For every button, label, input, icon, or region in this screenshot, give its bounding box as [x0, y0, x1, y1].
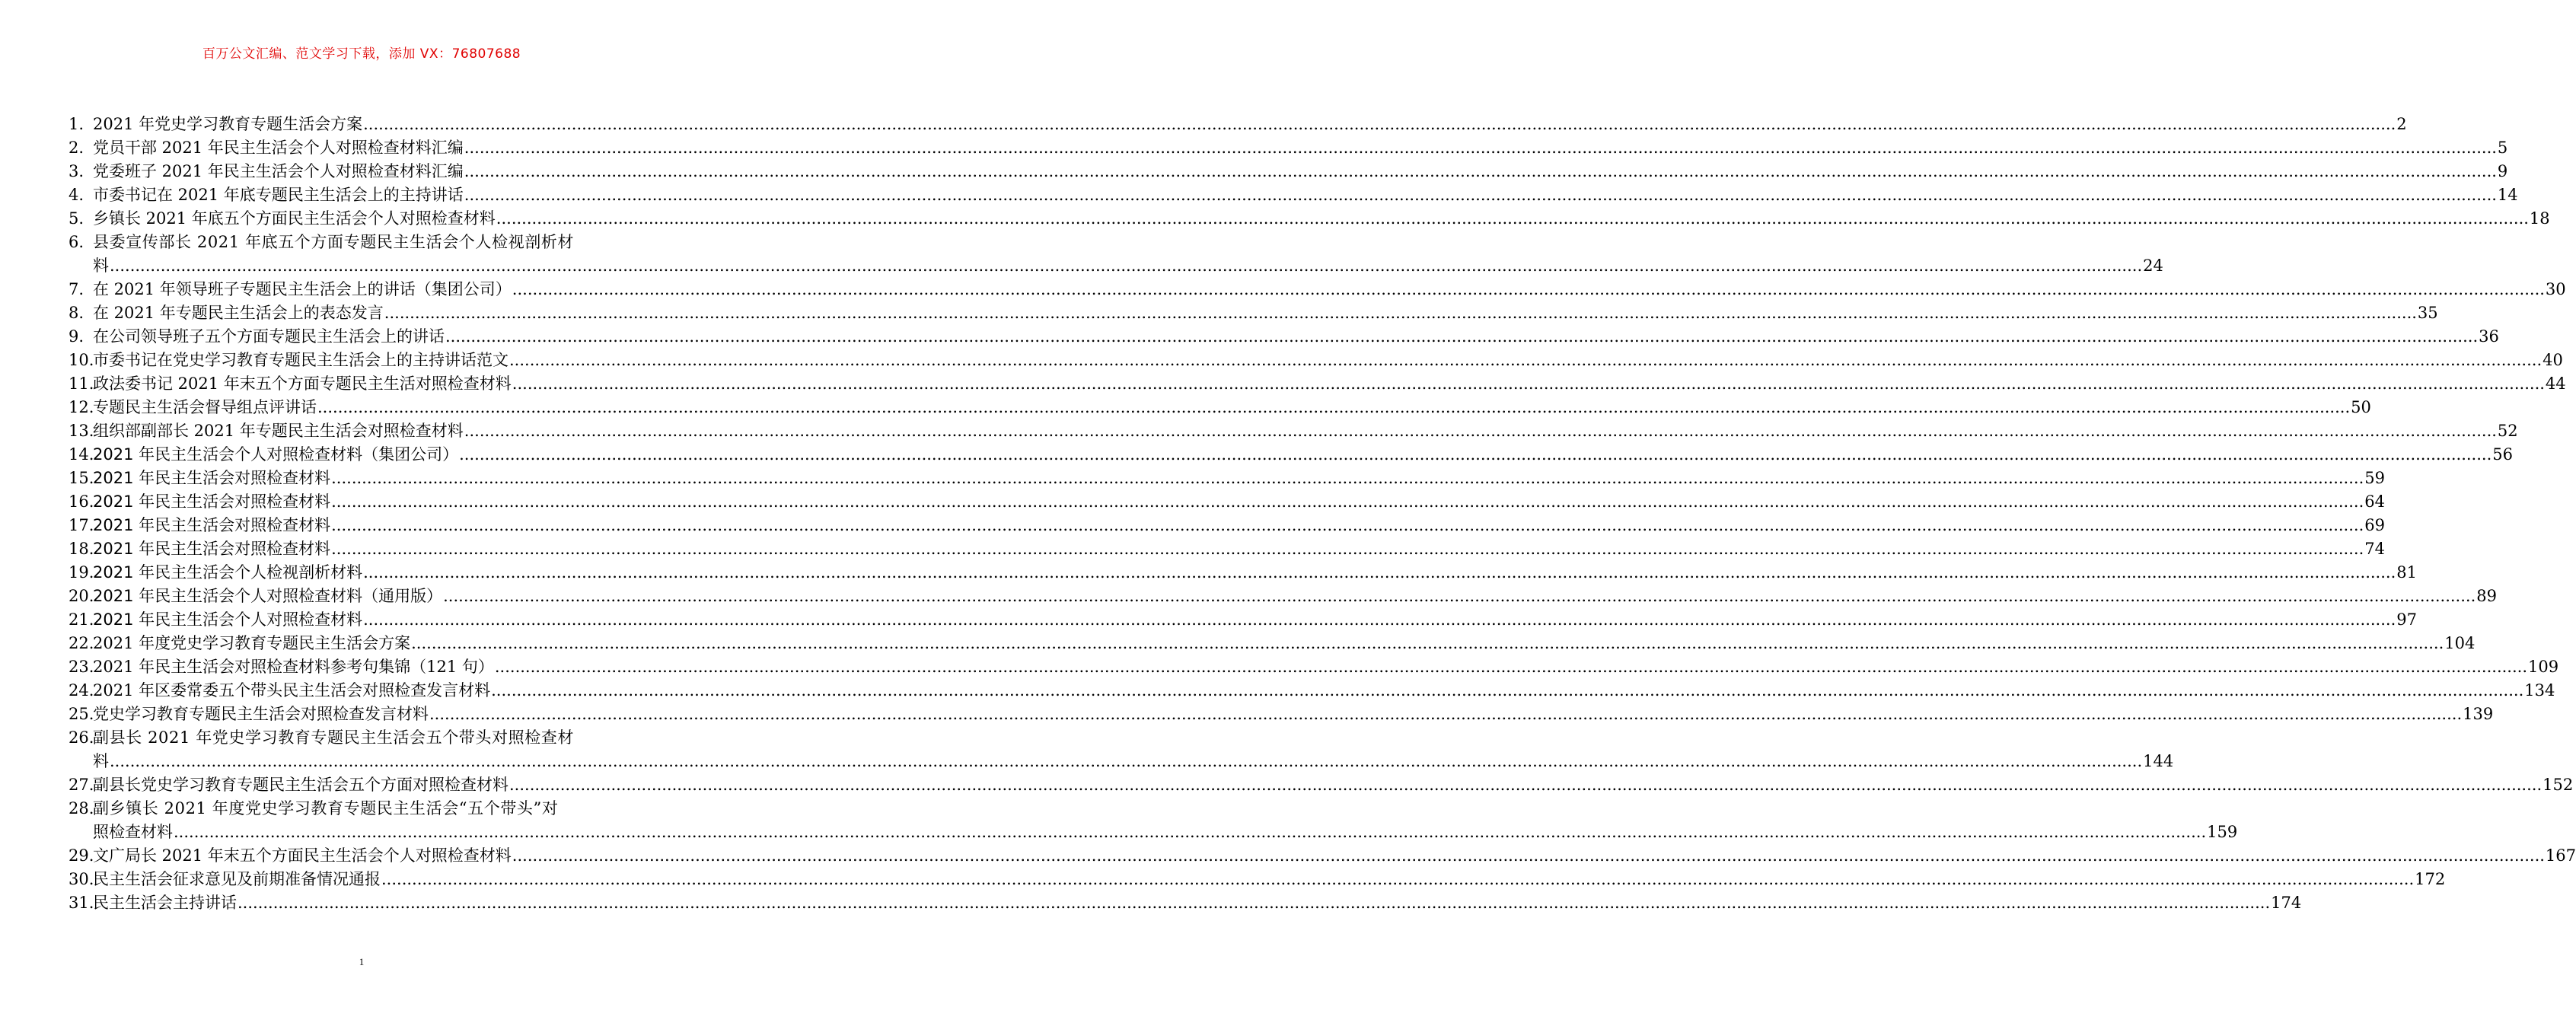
toc-entry-number: 22. [69, 634, 94, 652]
toc-entry-title: 乡镇长 2021 年底五个方面民主生活会个人对照检查材料 [93, 209, 496, 228]
dot-leader: ................................................................................................................................................................................................................................................................................................................................................................................................................ [331, 469, 2364, 487]
toc-entry-page: 172 [2415, 870, 2446, 888]
toc-entry-page: 134 [2524, 681, 2555, 700]
dot-leader: ................................................................................................................................................................................................................................................................................................................................................................................................................ [238, 894, 2271, 912]
toc-entry-page: 52 [2497, 422, 2518, 440]
toc-entry-title: 2021 年民主生活会个人对照检查材料（集团公司） [93, 445, 459, 464]
toc-entry-number: 18. [69, 540, 94, 558]
toc-entry[interactable] [69, 443, 2513, 467]
toc-entry-number: 29. [69, 846, 94, 865]
toc-entry-page: 24 [2143, 257, 2163, 275]
toc-entry-title-line1: 副县长 2021 年党史学习教育专题民主生活会五个带头对照检查材 [93, 728, 574, 747]
toc-entry-page: 64 [2364, 492, 2385, 511]
toc-entry-title: 党员干部 2021 年民主生活会个人对照检查材料汇编 [93, 139, 464, 157]
toc-entry-title: 照检查材料 [93, 823, 173, 841]
toc-entry-page: 18 [2529, 209, 2550, 228]
toc-entry-title: 2021 年民主生活会对照检查材料 [93, 469, 331, 487]
toc-entry-number: 11. [69, 374, 94, 393]
toc-entry-number: 4. [69, 186, 84, 204]
toc-entry-title: 2021 年民主生活会对照检查材料 [93, 516, 331, 534]
toc-entry[interactable] [69, 514, 2385, 537]
dot-leader: ................................................................................................................................................................................................................................................................................................................................................................................................................ [381, 870, 2415, 888]
toc-entry-title: 民主生活会主持讲话 [93, 894, 237, 912]
dot-leader: ................................................................................................................................................................................................................................................................................................................................................................................................................ [363, 115, 2396, 133]
toc-entry-title: 党委班子 2021 年民主生活会个人对照检查材料汇编 [93, 162, 464, 180]
dot-leader: ................................................................................................................................................................................................................................................................................................................................................................................................................ [363, 610, 2396, 629]
dot-leader: ................................................................................................................................................................................................................................................................................................................................................................................................................ [411, 634, 2444, 652]
toc-entry-title: 政法委书记 2021 年末五个方面专题民主生活对照检查材料 [93, 374, 512, 393]
toc-entry-page: 167 [2545, 846, 2576, 865]
toc-entry[interactable] [69, 679, 2555, 703]
dot-leader: ................................................................................................................................................................................................................................................................................................................................................................................................................ [429, 705, 2463, 723]
toc-entry-number: 5. [69, 209, 84, 228]
toc-entry-page: 152 [2543, 776, 2574, 794]
dot-leader: ................................................................................................................................................................................................................................................................................................................................................................................................................ [496, 209, 2529, 228]
toc-entry-number: 21. [69, 610, 94, 629]
toc-entry-number: 14. [69, 445, 94, 464]
dot-leader: ................................................................................................................................................................................................................................................................................................................................................................................................................ [464, 139, 2497, 157]
toc-entry[interactable] [69, 231, 2163, 278]
dot-leader: ................................................................................................................................................................................................................................................................................................................................................................................................................ [443, 587, 2476, 605]
toc-entry[interactable] [69, 608, 2417, 632]
toc-entry[interactable] [69, 773, 2574, 797]
toc-entry-title: 2021 年党史学习教育专题生活会方案 [93, 115, 363, 133]
toc-entry-number: 10. [69, 351, 94, 369]
toc-entry-title: 文广局长 2021 年末五个方面民主生活会个人对照检查材料 [93, 846, 512, 865]
toc-entry-number: 13. [69, 422, 94, 440]
toc-entry[interactable] [69, 160, 2508, 183]
toc-entry[interactable] [69, 655, 2559, 679]
dot-leader: ................................................................................................................................................................................................................................................................................................................................................................................................................ [509, 351, 2543, 369]
toc-entry[interactable] [69, 797, 2238, 844]
toc-entry-title: 民主生活会征求意见及前期准备情况通报 [93, 870, 381, 888]
toc-entry-number: 2. [69, 139, 84, 157]
toc-entry-number: 20. [69, 587, 94, 605]
dot-leader: ................................................................................................................................................................................................................................................................................................................................................................................................................ [384, 304, 2417, 322]
toc-entry-title: 2021 年区委常委五个带头民主生活会对照检查发言材料 [93, 681, 491, 700]
dot-leader: ................................................................................................................................................................................................................................................................................................................................................................................................................ [512, 846, 2545, 865]
dot-leader: ................................................................................................................................................................................................................................................................................................................................................................................................................ [331, 492, 2364, 511]
toc-entry-title: 2021 年度党史学习教育专题民主生活会方案 [93, 634, 411, 652]
toc-entry-page: 5 [2497, 139, 2508, 157]
toc-entry[interactable] [69, 419, 2518, 443]
toc-entry-number: 17. [69, 516, 94, 534]
toc-entry-number: 15. [69, 469, 94, 487]
toc-entry-page: 89 [2476, 587, 2497, 605]
toc-entry-page: 44 [2545, 374, 2566, 393]
dot-leader: ................................................................................................................................................................................................................................................................................................................................................................................................................ [464, 186, 2497, 204]
toc-entry-title-line1: 县委宣传部长 2021 年底五个方面专题民主生活会个人检视剖析材 [93, 233, 574, 251]
toc-entry-title: 市委书记在党史学习教育专题民主生活会上的主持讲话范文 [93, 351, 509, 369]
watermark-header: 百万公文汇编、范文学习下载，添加 VX：76807688 [202, 46, 521, 62]
toc-entry-page: 81 [2396, 563, 2417, 582]
dot-leader: ................................................................................................................................................................................................................................................................................................................................................................................................................ [445, 327, 2479, 346]
toc-entry[interactable] [69, 113, 2407, 136]
dot-leader: ................................................................................................................................................................................................................................................................................................................................................................................................................ [317, 398, 2351, 416]
toc-entry-number: 19. [69, 563, 94, 582]
toc-entry-page: 50 [2351, 398, 2371, 416]
toc-entry-page: 56 [2492, 445, 2513, 464]
toc-entry[interactable] [69, 844, 2576, 868]
toc-entry-page: 174 [2271, 894, 2302, 912]
toc-entry-number: 1. [69, 115, 84, 133]
toc-entry[interactable] [69, 585, 2497, 608]
toc-entry-title: 专题民主生活会督导组点评讲话 [93, 398, 317, 416]
dot-leader: ................................................................................................................................................................................................................................................................................................................................................................................................................ [491, 681, 2524, 700]
toc-entry-number: 6. [69, 233, 84, 251]
toc-entry-page: 144 [2143, 752, 2174, 770]
toc-entry-title: 在 2021 年领导班子专题民主生活会上的讲话（集团公司） [93, 280, 512, 298]
toc-entry[interactable] [69, 703, 2494, 726]
toc-entry-number: 24. [69, 681, 94, 700]
toc-entry-page: 69 [2364, 516, 2385, 534]
toc-entry-number: 16. [69, 492, 94, 511]
toc-entry-number: 8. [69, 304, 84, 322]
toc-entry-title: 料 [93, 752, 109, 770]
toc-entry-page: 36 [2479, 327, 2499, 346]
toc-entry-number: 26. [69, 728, 94, 747]
toc-entry-page: 14 [2497, 186, 2518, 204]
toc-entry-number: 25. [69, 705, 94, 723]
toc-entry-number: 3. [69, 162, 84, 180]
dot-leader: ................................................................................................................................................................................................................................................................................................................................................................................................................ [331, 516, 2364, 534]
toc-entry-title: 2021 年民主生活会个人对照检查材料 [93, 610, 363, 629]
dot-leader: ................................................................................................................................................................................................................................................................................................................................................................................................................ [494, 658, 2527, 676]
toc-entry[interactable] [69, 325, 2499, 349]
toc-entry[interactable] [69, 372, 2566, 396]
toc-entry-page: 40 [2543, 351, 2563, 369]
toc-entry[interactable] [69, 278, 2566, 301]
toc-entry-title: 副县长党史学习教育专题民主生活会五个方面对照检查材料 [93, 776, 509, 794]
dot-leader: ................................................................................................................................................................................................................................................................................................................................................................................................................ [459, 445, 2492, 464]
toc-entry-page: 59 [2364, 469, 2385, 487]
toc-entry[interactable] [69, 396, 2371, 419]
toc-entry[interactable] [69, 868, 2446, 891]
toc-entry[interactable] [69, 183, 2518, 207]
toc-entry-page: 35 [2417, 304, 2438, 322]
dot-leader: ................................................................................................................................................................................................................................................................................................................................................................................................................ [464, 422, 2497, 440]
toc-entry-number: 27. [69, 776, 94, 794]
toc-entry-number: 28. [69, 799, 94, 817]
toc-entry-title: 2021 年民主生活会对照检查材料 [93, 540, 331, 558]
toc-entry[interactable] [69, 490, 2385, 514]
toc-entry-title: 党史学习教育专题民主生活会对照检查发言材料 [93, 705, 429, 723]
toc-entry[interactable] [69, 561, 2417, 585]
toc-entry[interactable] [69, 349, 2563, 372]
toc-entry-number: 7. [69, 280, 84, 298]
toc-entry-number: 30. [69, 870, 94, 888]
toc-entry-page: 30 [2545, 280, 2566, 298]
dot-leader: ................................................................................................................................................................................................................................................................................................................................................................................................................ [110, 257, 2143, 275]
toc-entry[interactable] [69, 726, 2174, 773]
table-of-contents [69, 113, 2576, 915]
toc-entry-title: 2021 年民主生活会个人检视剖析材料 [93, 563, 363, 582]
toc-entry-page: 9 [2497, 162, 2508, 180]
toc-entry-title: 组织部副部长 2021 年专题民主生活会对照检查材料 [93, 422, 464, 440]
dot-leader: ................................................................................................................................................................................................................................................................................................................................................................................................................ [512, 280, 2545, 298]
toc-entry[interactable] [69, 207, 2550, 231]
toc-entry-page: 139 [2463, 705, 2494, 723]
dot-leader: ................................................................................................................................................................................................................................................................................................................................................................................................................ [512, 374, 2545, 393]
dot-leader: ................................................................................................................................................................................................................................................................................................................................................................................................................ [331, 540, 2364, 558]
toc-entry-title: 市委书记在 2021 年底专题民主生活会上的主持讲话 [93, 186, 464, 204]
toc-entry-number: 31. [69, 894, 94, 912]
toc-entry-title-line1: 副乡镇长 2021 年度党史学习教育专题民主生活会“五个带头”对 [93, 799, 559, 817]
dot-leader: ................................................................................................................................................................................................................................................................................................................................................................................................................ [363, 563, 2396, 582]
toc-entry-page: 74 [2364, 540, 2385, 558]
dot-leader: ................................................................................................................................................................................................................................................................................................................................................................................................................ [509, 776, 2543, 794]
toc-entry-number: 9. [69, 327, 84, 346]
toc-entry-title: 2021 年民主生活会对照检查材料参考句集锦（121 句） [93, 658, 494, 676]
toc-entry[interactable] [69, 537, 2385, 561]
toc-entry-title: 料 [93, 257, 109, 275]
toc-entry-title: 在 2021 年专题民主生活会上的表态发言 [93, 304, 384, 322]
toc-entry-title: 在公司领导班子五个方面专题民主生活会上的讲话 [93, 327, 445, 346]
toc-entry-page: 109 [2528, 658, 2559, 676]
toc-entry-title: 2021 年民主生活会对照检查材料 [93, 492, 331, 511]
toc-entry-page: 97 [2396, 610, 2417, 629]
toc-entry[interactable] [69, 136, 2508, 160]
dot-leader: ................................................................................................................................................................................................................................................................................................................................................................................................................ [174, 823, 2207, 841]
toc-entry-number: 12. [69, 398, 94, 416]
toc-entry-page: 104 [2444, 634, 2476, 652]
toc-entry-title: 2021 年民主生活会个人对照检查材料（通用版） [93, 587, 443, 605]
toc-entry[interactable] [69, 891, 2302, 915]
toc-entry-number: 23. [69, 658, 94, 676]
toc-entry[interactable] [69, 632, 2476, 655]
toc-entry-page: 159 [2207, 823, 2238, 841]
dot-leader: ................................................................................................................................................................................................................................................................................................................................................................................................................ [110, 752, 2143, 770]
toc-entry-page: 2 [2396, 115, 2407, 133]
page-number: 1 [359, 956, 365, 967]
toc-entry[interactable] [69, 301, 2438, 325]
toc-entry[interactable] [69, 467, 2385, 490]
dot-leader: ................................................................................................................................................................................................................................................................................................................................................................................................................ [464, 162, 2497, 180]
